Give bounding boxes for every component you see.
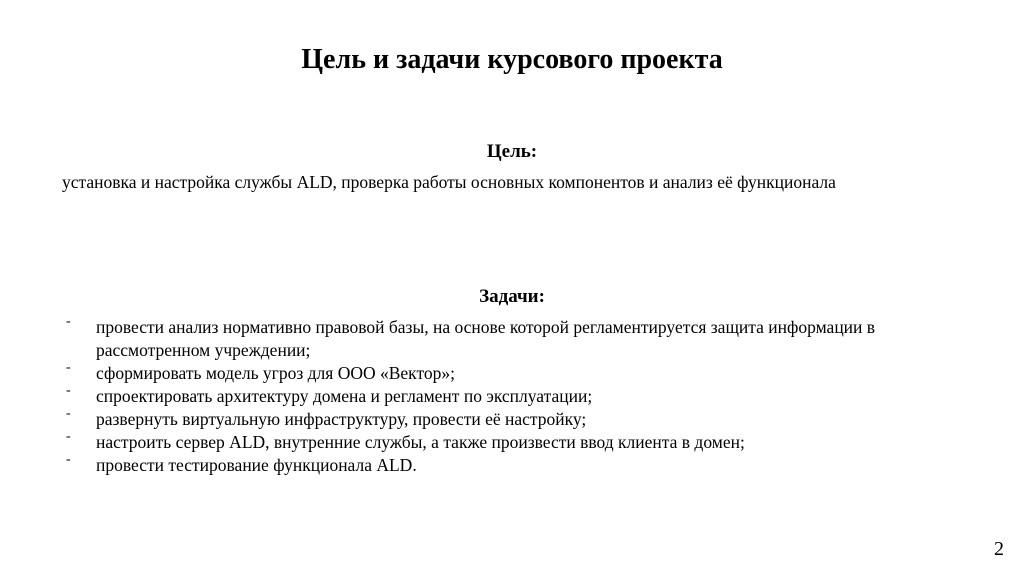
task-bullet: - [66,314,71,329]
task-item [66,316,966,362]
task-bullet: - [66,406,71,421]
task-bullet: - [66,452,71,467]
task-text: сформировать модель угроз для ООО «Вектор»; [96,363,455,383]
task-item [66,408,966,431]
tasks-list [66,316,966,477]
goal-heading: Цель: [486,141,538,162]
task-item [66,385,966,408]
task-item [66,362,966,385]
task-bullet: - [66,383,71,398]
task-text: развернуть виртуальную инфраструктуру, провести её настройку; [96,409,587,429]
goal-text: установка и настройка службы ALD, проверка работы основных компонентов и анализ её функционала [62,172,836,192]
task-text: настроить сервер ALD, внутренние службы, а также произвести ввод клиента в домен; [96,432,745,452]
tasks-heading: Задачи: [479,286,545,307]
task-item [66,431,966,454]
page-number: 2 [994,538,1004,560]
task-bullet: - [66,360,71,375]
task-text: спроектировать архитектуру домена и регламент по эксплуатации; [96,386,593,406]
slide-title: Цель и задачи курсового проекта [301,44,723,75]
task-bullet: - [66,429,71,444]
task-text: провести тестирование функционала ALD. [96,455,417,475]
task-item [66,454,966,477]
task-text: провести анализ нормативно правовой базы, на основе которой регламентируется защита информации в рассмотренном учреждении; [96,317,876,360]
